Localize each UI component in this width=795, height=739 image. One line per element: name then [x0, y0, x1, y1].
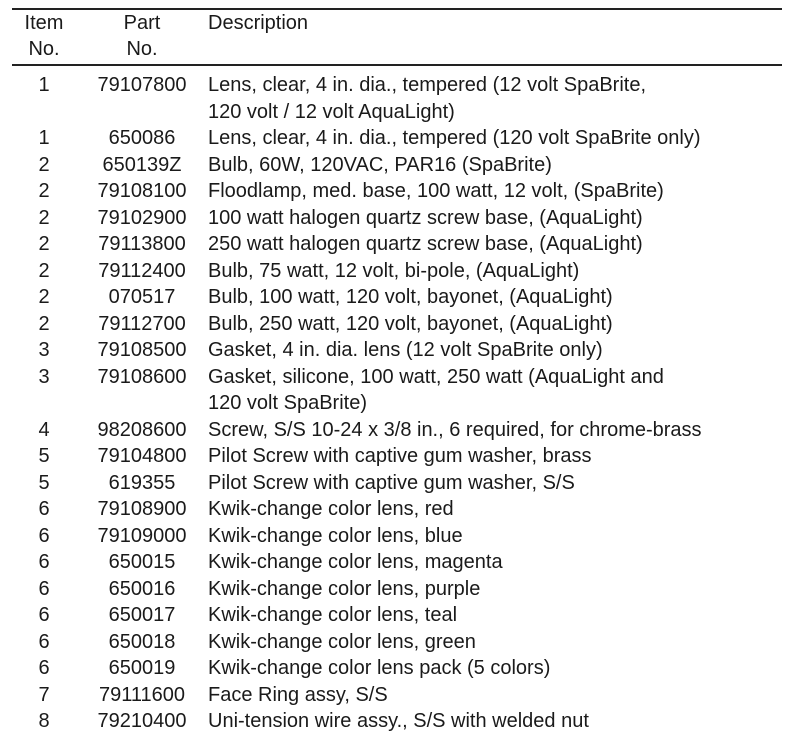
table-row: [12, 231, 782, 258]
description-header: Description: [208, 9, 782, 65]
description-cell: Kwik-change color lens, red: [208, 498, 454, 520]
part-number-cell: 79112700: [98, 312, 186, 335]
table-row: [12, 523, 782, 550]
part-number-cell: 79108100: [97, 180, 187, 202]
item-number-cell: 2: [38, 259, 50, 282]
table-row: [12, 708, 782, 735]
description-cell: Floodlamp, med. base, 100 watt, 12 volt, (SpaBrite): [208, 180, 664, 202]
description-cell: Kwik-change color lens pack (5 colors): [208, 657, 551, 679]
table-row: [12, 364, 782, 417]
description-cell: Lens, clear, 4 in. dia., tempered (120 volt SpaBrite only): [208, 127, 701, 149]
part-number-cell: 79107800: [97, 74, 187, 96]
part-number-cell: 650015: [108, 551, 176, 573]
item-number-cell: 1: [38, 74, 50, 96]
part-number-cell: 79112400: [98, 259, 186, 282]
item-number-cell: 5: [38, 445, 50, 467]
item-number-cell: 6: [38, 604, 50, 626]
description-cell: Bulb, 100 watt, 120 volt, bayonet, (AquaLight): [208, 286, 613, 308]
part-number-cell: 79111600: [98, 683, 185, 706]
part-number-cell: 650017: [108, 604, 176, 626]
table-row: [12, 284, 782, 311]
table-row: [12, 629, 782, 656]
item-number-cell: 2: [38, 286, 50, 308]
part-number-cell: 79108900: [97, 498, 187, 520]
part-number-cell: 650018: [108, 630, 176, 653]
item-number-cell: 8: [38, 710, 50, 732]
part-number-cell: 650139Z: [102, 153, 182, 176]
description-cell: Bulb, 250 watt, 120 volt, bayonet, (AquaLight): [208, 312, 613, 335]
table-row: [12, 682, 782, 709]
item-header-line2: No.: [28, 38, 60, 60]
description-cell: 100 watt halogen quartz screw base, (AquaLight): [208, 206, 643, 229]
description-cell: Uni-tension wire assy., S/S with welded nut: [208, 710, 589, 732]
item-number-cell: 6: [38, 577, 50, 600]
description-cell: Face Ring assy, S/S: [208, 683, 388, 706]
table-row: [12, 576, 782, 603]
part-number-cell: 650019: [108, 657, 176, 679]
table-row: [12, 337, 782, 364]
part-number-cell: 79210400: [97, 710, 187, 732]
item-number-cell: 2: [38, 180, 50, 202]
item-number-cell: 6: [38, 551, 50, 573]
description-cell: Kwik-change color lens, magenta: [208, 551, 503, 573]
item-number-header: [12, 9, 76, 65]
table-row: [12, 205, 782, 232]
part-number-cell: 79104800: [97, 445, 187, 467]
description-cell: Pilot Screw with captive gum washer, brass: [208, 445, 592, 467]
part-number-cell: 79113800: [98, 233, 186, 255]
parts-table-header: [12, 9, 782, 65]
part-number-header: [76, 9, 208, 65]
table-row: [12, 602, 782, 629]
description-cell: Kwik-change color lens, purple: [208, 577, 481, 600]
item-number-cell: 5: [38, 471, 50, 494]
item-number-cell: 6: [38, 498, 50, 520]
parts-table: [12, 8, 782, 735]
table-row: [12, 65, 782, 125]
item-number-cell: 2: [38, 206, 50, 229]
item-header-line1: Item: [24, 12, 64, 34]
table-row: [12, 496, 782, 523]
description-cell: Kwik-change color lens, teal: [208, 604, 458, 626]
description-cell: Bulb, 75 watt, 12 volt, bi-pole, (AquaLight): [208, 259, 580, 282]
description-cell: Gasket, silicone, 100 watt, 250 watt (AquaLight and 120 volt SpaBrite): [208, 365, 664, 414]
table-row: [12, 470, 782, 497]
part-number-cell: 98208600: [97, 418, 187, 441]
part-number-cell: 650086: [108, 127, 176, 149]
parts-table-body: [12, 65, 782, 735]
item-number-cell: 4: [38, 418, 50, 441]
description-cell: Kwik-change color lens, blue: [208, 524, 463, 547]
table-row: [12, 443, 782, 470]
item-number-cell: 2: [38, 153, 50, 176]
part-header-line2: No.: [126, 38, 158, 60]
part-number-cell: 070517: [108, 286, 176, 308]
table-row: [12, 125, 782, 152]
part-number-cell: 79108500: [97, 339, 187, 361]
table-row: [12, 549, 782, 576]
part-number-cell: 79102900: [97, 206, 187, 229]
item-number-cell: 6: [38, 657, 50, 679]
description-cell: Lens, clear, 4 in. dia., tempered (12 volt SpaBrite, 120 volt / 12 volt AquaLight): [208, 74, 647, 123]
description-cell: 250 watt halogen quartz screw base, (AquaLight): [208, 233, 643, 255]
item-number-cell: 7: [38, 683, 50, 706]
item-number-cell: 1: [38, 127, 50, 149]
item-number-cell: 6: [38, 630, 50, 653]
part-header-line1: Part: [123, 12, 161, 34]
part-number-cell: 79109000: [97, 524, 187, 547]
header-row: [12, 9, 782, 65]
description-cell: Pilot Screw with captive gum washer, S/S: [208, 471, 575, 494]
table-row: [12, 417, 782, 444]
description-cell: Bulb, 60W, 120VAC, PAR16 (SpaBrite): [208, 153, 552, 176]
part-number-cell: 79108600: [97, 365, 187, 388]
table-row: [12, 258, 782, 285]
part-number-cell: 619355: [108, 471, 176, 494]
description-cell: Screw, S/S 10-24 x 3/8 in., 6 required, for chrome-brass: [208, 418, 702, 441]
table-row: [12, 655, 782, 682]
table-row: [12, 311, 782, 338]
table-row: [12, 178, 782, 205]
item-number-cell: 3: [38, 339, 50, 361]
part-number-cell: 650016: [108, 577, 176, 600]
item-number-cell: 3: [38, 365, 50, 388]
description-cell: Kwik-change color lens, green: [208, 630, 476, 653]
item-number-cell: 6: [38, 524, 50, 547]
item-number-cell: 2: [38, 312, 50, 335]
table-row: [12, 152, 782, 179]
description-cell: Gasket, 4 in. dia. lens (12 volt SpaBrite only): [208, 339, 603, 361]
item-number-cell: 2: [38, 233, 50, 255]
